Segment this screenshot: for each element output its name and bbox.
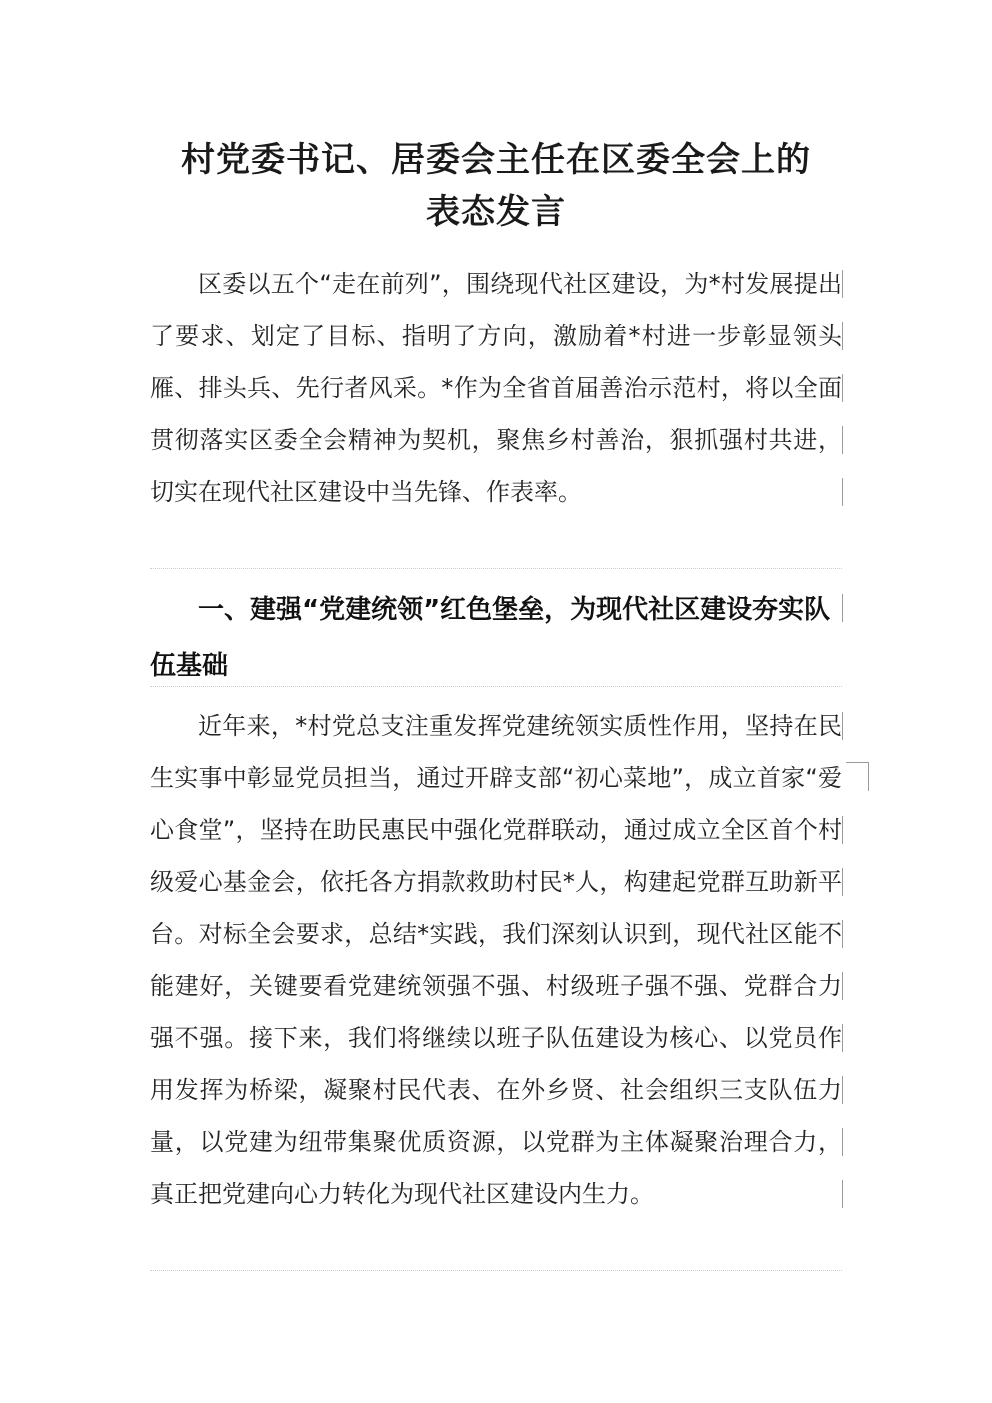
margin-tick [842, 374, 843, 402]
section-1-heading: 一、建强“党建统领”红色堡垒，为现代社区建设夯实队伍基础 [150, 595, 831, 681]
section-1-paragraph: 近年来，*村党总支注重发挥党建统领实质性作用，坚持在民生实事中彰显党员担当，通过开辟支部“初心菜地”，成立首家“爱心食堂”，坚持在助民惠民中强化党群联动，通过成立全区首个村级爱心基金会，依托各方捐款救助村民*人，构建起党群互助新平台。对标全会要求，总结*实践，我们深刻认识到，现代社区能不能建好，关键要看党建统领强不强、村级班子强不强、党群合力强不强。接下来，我们将继续以班子队伍建设为核心、以党员作用发挥为桥梁，凝聚村民代表、在外乡贤、社会组织三支队伍力量，以党建为纽带集聚优质资源，以党群为主体凝聚治理合力，真正把党建向心力转化为现代社区建设内生力。 [150, 712, 842, 1208]
margin-tick [842, 868, 843, 896]
document-title-line-1: 村党委书记、居委会主任在区委全会上的 [181, 140, 811, 180]
section-divider [150, 1270, 842, 1271]
margin-tick [842, 920, 843, 948]
margin-tick [842, 270, 843, 298]
margin-tick [842, 426, 843, 454]
margin-tick [842, 712, 843, 740]
intro-paragraph: 区委以五个“走在前列”，围绕现代社区建设，为*村发展提出了要求、划定了目标、指明了方向，激励着*村进一步彰显领头雁、排头兵、先行者风采。*作为全省首届善治示范村，将以全面贯彻落实区委全会精神为契机，聚焦乡村善治，狠抓强村共进，切实在现代社区建设中当先锋、作表率。 [150, 270, 842, 506]
margin-tick [842, 478, 843, 506]
margin-tick [842, 1128, 843, 1156]
margin-tick [842, 1076, 843, 1104]
margin-tick [842, 972, 843, 1000]
margin-tick [842, 594, 843, 622]
margin-tick [842, 322, 843, 350]
margin-tick [842, 1180, 843, 1208]
margin-tick [842, 816, 843, 844]
section-divider [150, 568, 842, 569]
document-title-line-2: 表态发言 [426, 192, 566, 232]
section-divider [150, 686, 842, 687]
margin-tick [842, 1024, 843, 1052]
margin-corner-mark [846, 762, 869, 791]
